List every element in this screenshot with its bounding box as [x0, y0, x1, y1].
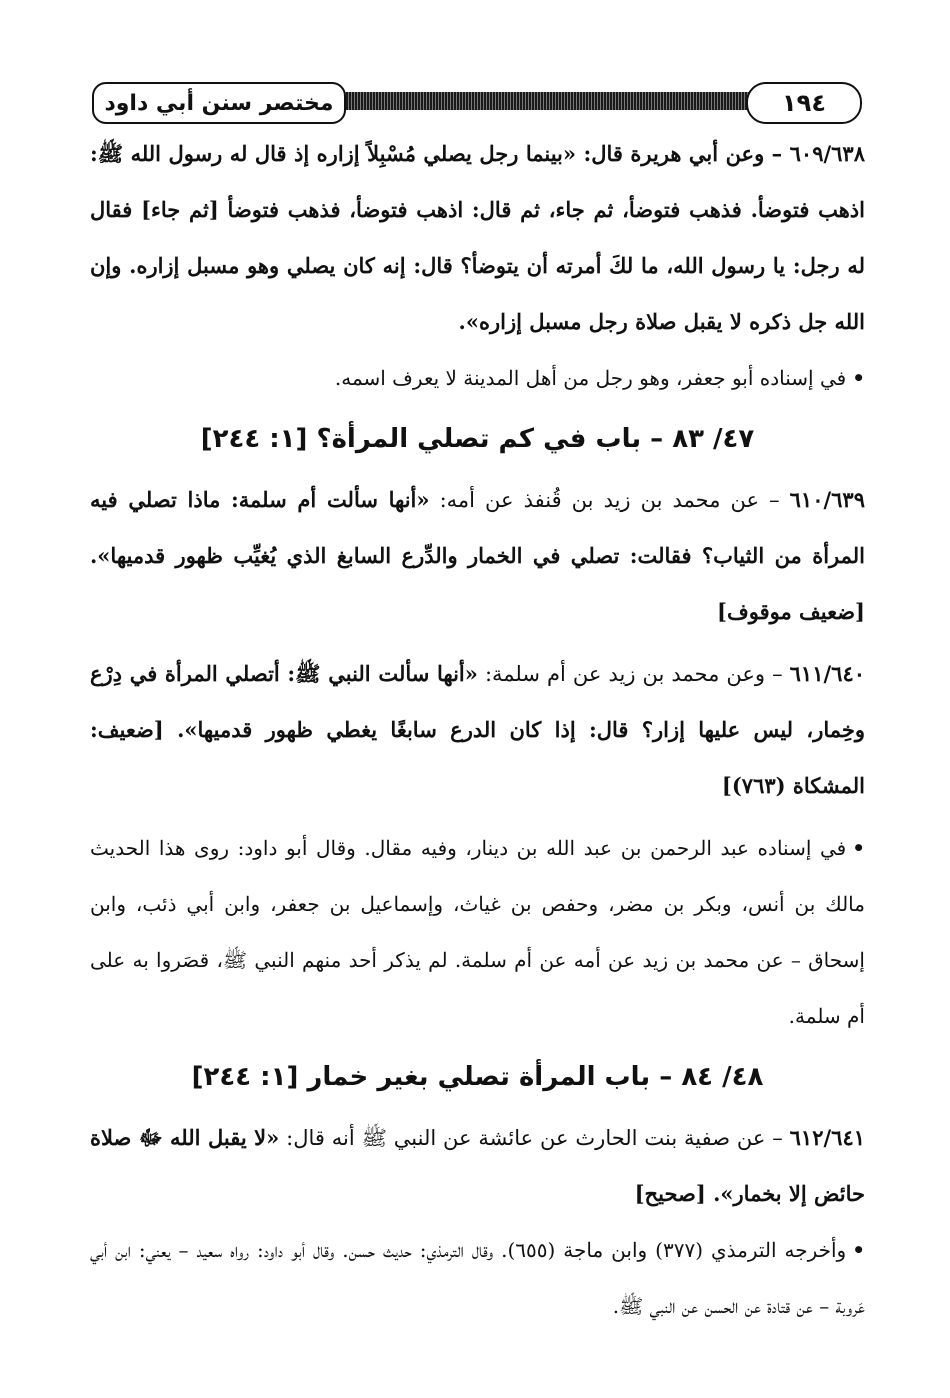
commentary-text: وأخرجه الترمذي (٣٧٧) وابن ماجة (٦٥٥). وقال الترمذي: حديث حسن. وقال أبو داود: رواه سعيد – يعني: ابن أبي عَروبة – عن قتادة عن الحسن عن النبي ﷺ.	[90, 1238, 865, 1318]
hadith-number: ٦١٠/٦٣٩	[789, 487, 865, 512]
page-number-frame	[746, 82, 862, 124]
page-header	[92, 80, 862, 126]
hadith-lead: – عن صفية بنت الحارث عن عائشة عن النبي ﷺ أنه قال:	[279, 1126, 790, 1150]
hadith-number: ٦١١/٦٤٠	[789, 661, 866, 686]
chapter-heading-83: ٤٧/ ٨٣ – باب في كم تصلي المرأة؟ [١: ٢٤٤]	[200, 424, 755, 454]
bullet-icon: •	[852, 836, 865, 860]
hadith-639	[90, 472, 865, 640]
hadith-text: «أنها سألت النبي ﷺ: أتصلي المرأة في دِرْع وخِمار، ليس عليها إزار؟ قال: إذا كان الدرع سابغًا يغطي ظهور قدميها». [ضعيف: المشكاة (٧٦٣)]	[90, 661, 865, 798]
book-title-frame	[92, 82, 346, 124]
hadith-number: ٦١٢/٦٤١	[789, 1125, 866, 1150]
commentary-text: في إسناده عبد الرحمن بن عبد الله بن دينار، وفيه مقال. وقال أبو داود: روى هذا الحديث مالك بن أنس، وبكر بن مضر، وحفص بن غياث، وإسماعيل بن جعفر، وابن أبي ذئب، وابن إسحاق – عن محمد بن زيد عن أمه عن أم سلمة. لم يذكر أحد منهم النبي ﷺ، قصَروا به على أم سلمة.	[90, 836, 865, 1028]
hadith-638	[90, 126, 865, 350]
commentary-640	[90, 820, 865, 1044]
page-content	[90, 126, 865, 1334]
commentary-641	[90, 1222, 865, 1334]
page-number: ١٩٤	[782, 89, 826, 117]
book-title: مختصر سنن أبي داود	[104, 90, 334, 116]
commentary-638	[90, 350, 865, 406]
bullet-icon: •	[852, 366, 865, 390]
hadith-lead: – وعن محمد بن زيد عن أم سلمة:	[477, 662, 790, 686]
bullet-icon: •	[852, 1238, 866, 1262]
hadith-641	[90, 1110, 865, 1222]
hadith-text: «أنها سألت أم سلمة: ماذا تصلي فيه المرأة من الثياب؟ فقالت: تصلي في الخمار والدِّرع السابغ الذي يُغيِّب ظهور قدميها». [ضعيف موقوف]	[90, 487, 865, 624]
hadith-640	[90, 646, 865, 814]
commentary-text: في إسناده أبو جعفر، وهو رجل من أهل المدينة لا يعرف اسمه.	[334, 366, 847, 390]
hadith-number: ٦٠٩/٦٣٨	[789, 141, 865, 166]
chapter-heading-84: ٤٨/ ٨٤ – باب المرأة تصلي بغير خمار [١: ٢٤٤]	[191, 1062, 764, 1092]
hadith-text: – وعن أبي هريرة قال: «بينما رجل يصلي مُسْبِلاً إزاره إذ قال له رسول الله ﷺ: اذهب فتوضأ. فذهب فتوضأ، ثم جاء، ثم قال: اذهب فتوضأ، فذهب فتوضأ [ثم جاء] فقال له رجل: يا رسول الله، ما لكَ أمرته أن يتوضأ؟ قال: إنه كان يصلي وهو مسبل إزاره. وإن الله جل ذكره لا يقبل صلاة رجل مسبل إزاره».	[90, 141, 865, 334]
hadith-text: «لا يقبل الله ﷻ صلاة حائض إلا بخمار». [صحيح]	[90, 1125, 865, 1206]
hadith-lead: – عن محمد بن زيد بن قُنفذ عن أمه:	[429, 488, 790, 512]
header-decorative-bar	[322, 92, 762, 110]
